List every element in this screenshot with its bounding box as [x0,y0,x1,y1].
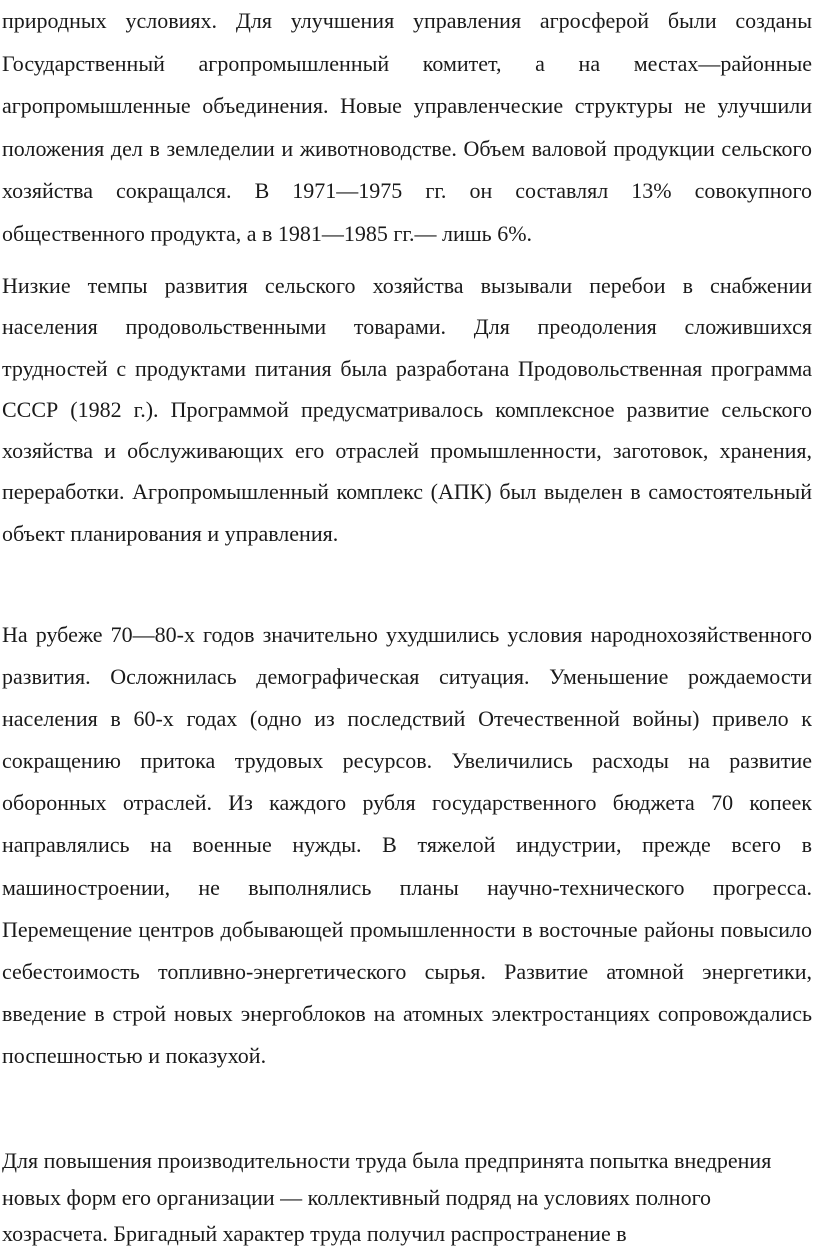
paragraph-economic-conditions: На рубеже 70—80-х годов значительно ухудшились условия народнохозяйственного развития. Осложнилась демографическая ситуация. Уменьшение рождаемости населения в 60-х годах (одно из последствий Отечественной войны) привело к сокращению притока трудовых ресурсов. Увеличились расходы на развитие оборонных отраслей. Из каждого рубля государственного бюджета 70 копеек направлялись на военные нужды. В тяжелой индустрии, прежде всего в машиностроении, не выполнялись планы научно-технического прогресса. Перемещение центров добывающей промышленности в восточные районы повысило себестоимость топливно-энергетического сырья. Развитие атомной энергетики, введение в строй новых энергоблоков на атомных электростанциях сопровождались поспешностью и показухой. [2,622,812,1068]
paragraph-labor-productivity: Для повышения производительности труда была предпринята попытка внедрения новых форм его организации — коллективный подряд на условиях полного хозрасчета. Бригадный характер труда получил распространение в [2,1148,772,1246]
paragraph-agro-management: природных условиях. Для улучшения управления агросферой были созданы Государственный агропромышленный комитет, а на местах—районные агропромышленные объединения. Новые управленческие структуры не улучшили положения дел в земледелии и животноводстве. Объем валовой продукции сельского хозяйства сокращался. В 1971—1975 гг. он составлял 13% совокупного общественного продукта, а в 1981—1985 гг.— лишь 6%. [2,8,812,246]
paragraph-food-program: Низкие темпы развития сельского хозяйства вызывали перебои в снабжении населения продовольственными товарами. Для преодоления сложившихся трудностей с продуктами питания была разработана Продовольственная программа СССР (1982 г.). Программой предусматривалось комплексное развитие сельского хозяйства и обслуживающих его отраслей промышленности, заготовок, хранения, переработки. Агропромышленный комплекс (АПК) был выделен в самостоятельный объект планирования и управления. [2,273,812,546]
